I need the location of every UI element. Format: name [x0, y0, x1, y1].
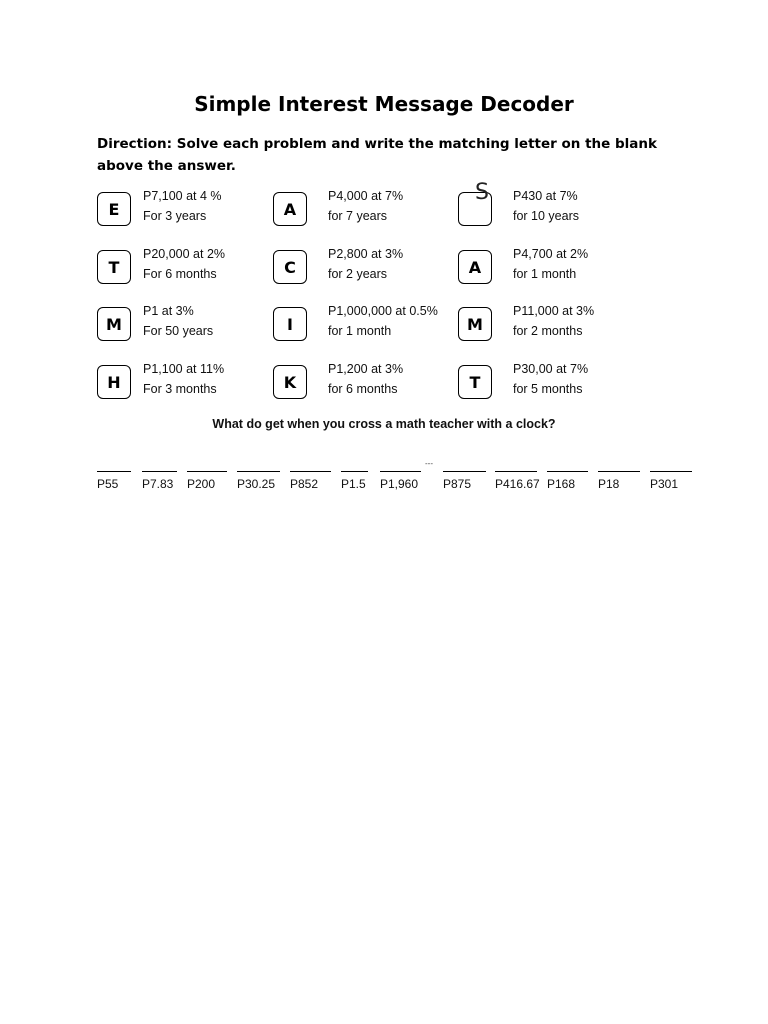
answer-code: P30.25 — [237, 477, 276, 491]
problem-card — [458, 244, 648, 294]
problem-term: for 1 month — [328, 324, 392, 338]
answer-blank[interactable] — [237, 463, 280, 497]
answer-blank[interactable] — [547, 463, 588, 497]
problem-amount: P20,000 at 2% — [143, 247, 226, 261]
problem-amount: P11,000 at 3% — [513, 304, 595, 318]
letter-box[interactable]: C — [273, 250, 307, 284]
problem-card — [97, 244, 287, 294]
problem-amount: P7,100 at 4 % — [143, 189, 222, 203]
answer-blank[interactable] — [380, 463, 421, 497]
letter-box[interactable]: K — [273, 365, 307, 399]
letter-box[interactable]: M — [97, 307, 131, 341]
answer-blank[interactable] — [443, 463, 486, 497]
answer-blank[interactable] — [142, 463, 177, 497]
letter-box[interactable]: T — [458, 365, 492, 399]
letter-box[interactable]: H — [97, 365, 131, 399]
problem-amount: P1,200 at 3% — [328, 362, 404, 376]
problem-term: for 5 months — [513, 382, 583, 396]
worksheet-title: Simple Interest Message Decoder — [194, 92, 574, 116]
problem-card — [273, 186, 463, 236]
answer-blank[interactable] — [495, 463, 540, 497]
riddle-question: What do get when you cross a math teacher with a clock? — [212, 417, 556, 431]
problem-amount: P4,000 at 7% — [328, 189, 404, 203]
letter-box[interactable]: I — [273, 307, 307, 341]
problem-amount: P1,100 at 11% — [143, 362, 225, 376]
directions-text: Direction: Solve each problem and write the matching letter on the blank above the answer. — [97, 136, 657, 174]
problem-card — [97, 359, 287, 409]
problem-term: For 3 months — [143, 382, 217, 396]
problem-amount: P1 at 3% — [143, 304, 194, 318]
answer-code: P852 — [290, 477, 319, 491]
letter-box[interactable]: A — [273, 192, 307, 226]
problem-card — [273, 244, 463, 294]
answer-code: P1.5 — [341, 477, 366, 491]
problem-term: for 6 months — [328, 382, 398, 396]
answer-code: P18 — [598, 477, 620, 491]
problem-card — [97, 186, 287, 236]
answer-code: P55 — [97, 477, 119, 491]
problem-card — [458, 301, 648, 351]
answer-blank[interactable] — [341, 463, 368, 497]
answer-blank[interactable] — [650, 463, 692, 497]
problem-card — [273, 301, 463, 351]
letter-box[interactable]: M — [458, 307, 492, 341]
letter-box[interactable]: T — [97, 250, 131, 284]
answer-code: P301 — [650, 477, 679, 491]
problem-amount: P2,800 at 3% — [328, 247, 404, 261]
problem-term: for 2 months — [513, 324, 583, 338]
answer-blank[interactable] — [290, 463, 331, 497]
problem-term: for 2 years — [328, 267, 388, 281]
problem-term: For 50 years — [143, 324, 214, 338]
problem-term: for 7 years — [328, 209, 388, 223]
problem-card — [458, 180, 648, 236]
letter-box[interactable]: E — [97, 192, 131, 226]
problem-term: For 6 months — [143, 267, 217, 281]
answer-code: P200 — [187, 477, 216, 491]
answer-blank[interactable] — [187, 463, 227, 497]
problem-amount: P430 at 7% — [513, 189, 578, 203]
answer-blank[interactable] — [598, 463, 640, 497]
answer-blank[interactable] — [97, 463, 131, 497]
problem-amount: P4,700 at 2% — [513, 247, 589, 261]
problem-card — [273, 359, 463, 409]
answer-code: P1,960 — [380, 477, 419, 491]
problem-card — [97, 301, 287, 351]
problem-term: for 10 years — [513, 209, 580, 223]
dash-mark: --- — [425, 459, 433, 468]
answer-code: P875 — [443, 477, 472, 491]
answer-code: P168 — [547, 477, 576, 491]
letter-box[interactable]: A — [458, 250, 492, 284]
problem-term: For 3 years — [143, 209, 207, 223]
handwritten-answer: S — [475, 180, 489, 205]
problem-term: for 1 month — [513, 267, 577, 281]
problem-amount: P1,000,000 at 0.5% — [328, 304, 438, 318]
answer-code: P7.83 — [142, 477, 174, 491]
problem-card — [458, 359, 648, 409]
problem-amount: P30,00 at 7% — [513, 362, 589, 376]
answer-code: P416.67 — [495, 477, 540, 491]
